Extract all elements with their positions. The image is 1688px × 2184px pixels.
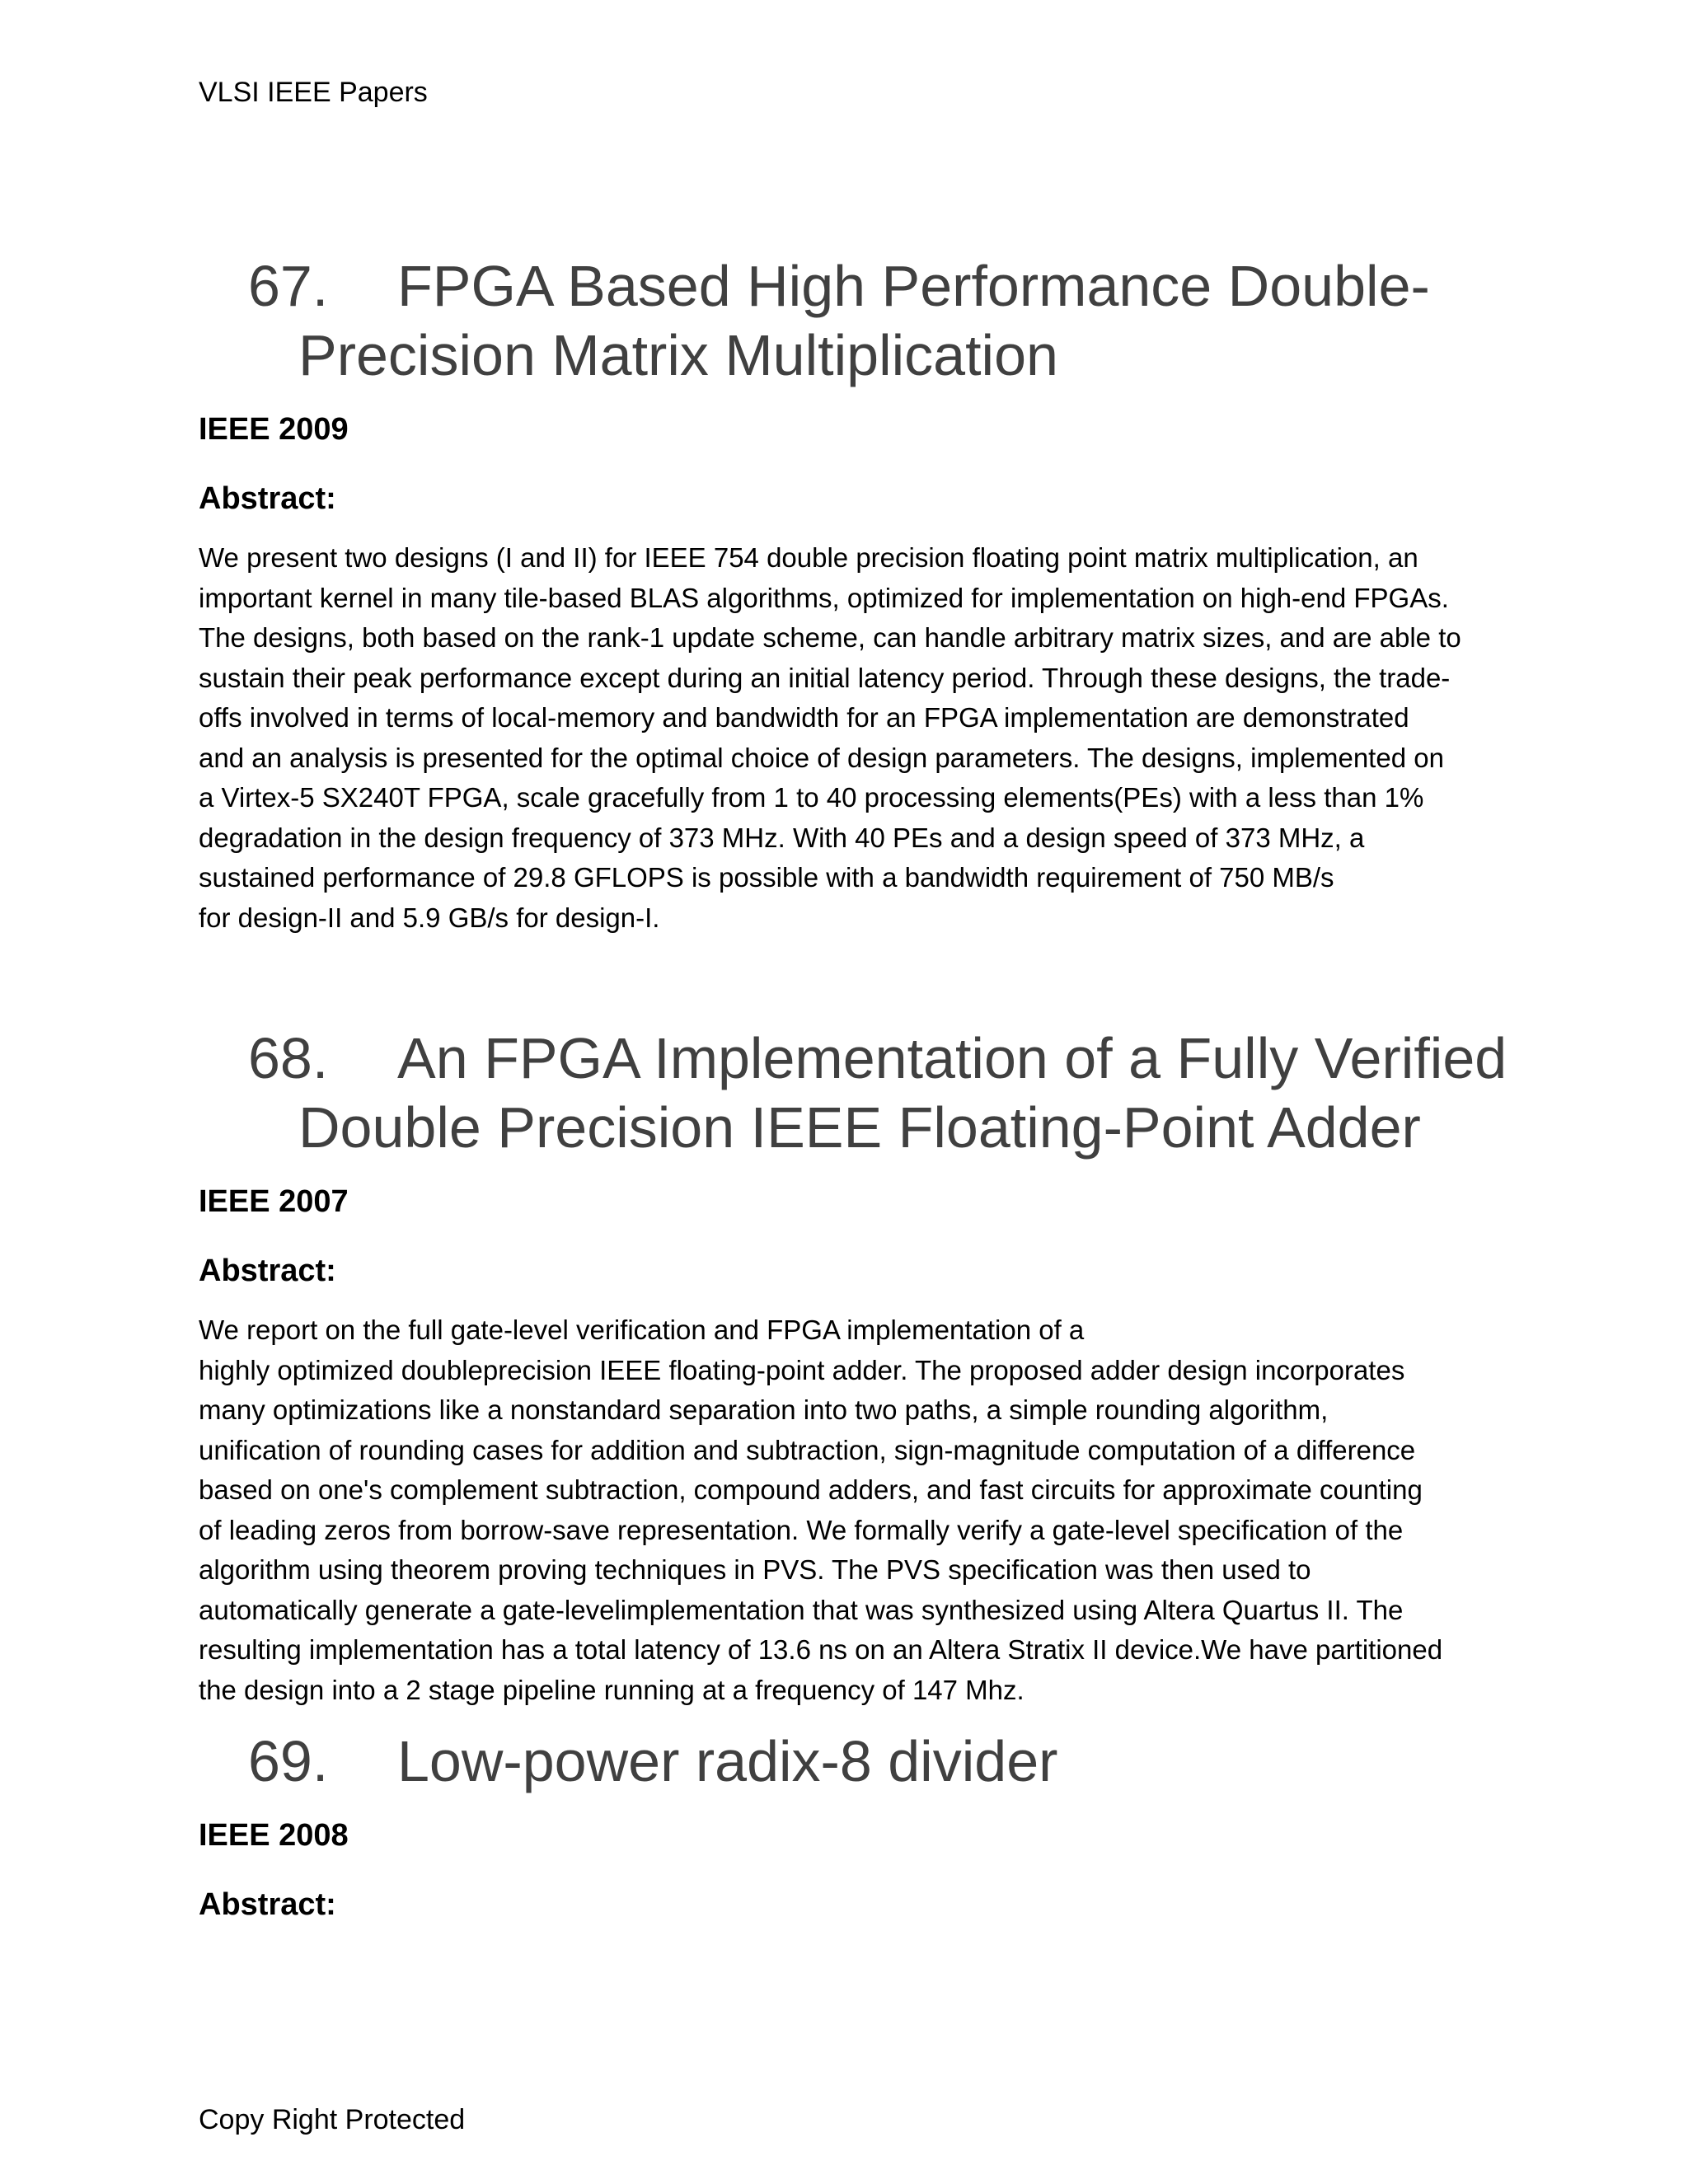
paper-number: 67.	[248, 254, 329, 318]
paper-entry-69	[199, 1727, 1517, 1924]
paper-title	[199, 1024, 1517, 1162]
paper-year: IEEE 2008	[199, 1818, 349, 1853]
paper-list	[199, 251, 1517, 1944]
page-header: VLSI IEEE Papers	[199, 77, 428, 108]
abstract-label: Abstract:	[199, 1254, 336, 1288]
paper-entry-67	[199, 251, 1517, 938]
abstract-label: Abstract:	[199, 1887, 336, 1922]
paper-entry-68	[199, 1024, 1517, 1710]
section-spacer	[199, 938, 1517, 1024]
page-footer: Copy Right Protected	[199, 2104, 466, 2135]
abstract-text: We report on the full gate-level verification and FPGA implementation of a highly optimized doubleprecision IEEE floating-point adder. The proposed adder design incorporates many optimizations like a nonstandard separation into two paths, a simple rounding algorithm, unification of rounding cases for addition and subtraction, sign-magnitude computation of a difference based on one's complement subtraction, compound adders, and fast circuits for approximate counting of leading zeros from borrow-save representation. We formally verify a gate-level specification of the algorithm using theorem proving techniques in PVS. The PVS specification was then used to automatically generate a gate-levelimplementation that was synthesized using Altera Quartus II. The resulting implementation has a total latency of 13.6 ns on an Altera Stratix II device.We have partitioned the design into a 2 stage pipeline running at a frequency of 147 Mhz.	[199, 1315, 1443, 1705]
abstract-text: We present two designs (I and II) for IEEE 754 double precision floating point matrix multiplication, an important kernel in many tile-based BLAS algorithms, optimized for implementation on high-end FPGAs. The designs, both based on the rank-1 update scheme, can handle arbitrary matrix sizes, and are able to sustain their peak performance except during an initial latency period. Through these designs, the trade- offs involved in terms of local-memory and bandwidth for an FPGA implementation are demonstrated and an analysis is presented for the optimal choice of design parameters. The designs, implemented on a Virtex-5 SX240T FPGA, scale gracefully from 1 to 40 processing elements(PEs) with a less than 1% degradation in the design frequency of 373 MHz. With 40 PEs and a design speed of 373 MHz, a sustained performance of 29.8 GFLOPS is possible with a bandwidth requirement of 750 MB/s for design-II and 5.9 GB/s for design-I.	[199, 542, 1461, 933]
paper-year: IEEE 2009	[199, 412, 349, 447]
paper-number: 69.	[248, 1729, 329, 1793]
paper-title	[199, 1727, 1517, 1796]
paper-year: IEEE 2007	[199, 1184, 349, 1219]
paper-title	[199, 251, 1517, 390]
paper-number: 68.	[248, 1026, 329, 1090]
paper-title-text: An FPGA Implementation of a Fully Verified Double Precision IEEE Floating-Point Adder	[298, 1026, 1507, 1160]
abstract-label: Abstract:	[199, 481, 336, 516]
paper-title-text: FPGA Based High Performance Double-Precision Matrix Multiplication	[298, 254, 1430, 387]
paper-title-text: Low-power radix-8 divider	[397, 1729, 1058, 1793]
section-spacer	[199, 1710, 1517, 1727]
